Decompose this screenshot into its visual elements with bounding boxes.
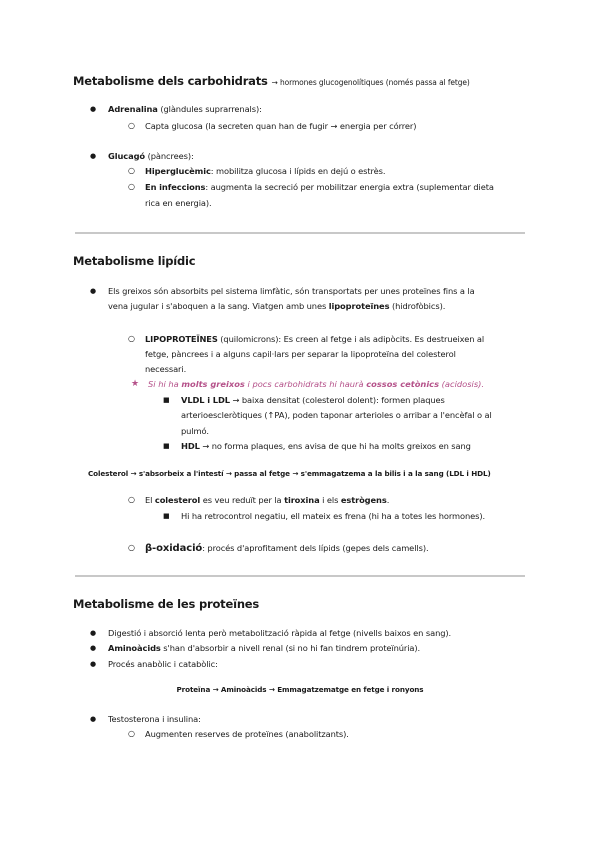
- vldl-line2: arterioescleròtiques (↑PA), poden taponar arterioles o arribar a l'encèfal o al: [181, 410, 492, 420]
- retrocontrol-line: Hi ha retrocontrol negatiu, ell mateix es frena (hi ha a totes les hormones).: [181, 511, 486, 521]
- divider: [75, 575, 525, 577]
- col-text: i els: [319, 495, 341, 505]
- bullet-dot: [90, 711, 96, 727]
- lipidic-para-line1: Els greixos són absorbits pel sistema limfàtic, són transportats per unes proteïnes fins a la: [108, 286, 475, 296]
- para-text: vena jugular i s'aboquen a la sang. Viatgen amb unes: [108, 301, 329, 311]
- bullet-circle: [128, 726, 135, 742]
- note-bold: cossos cetònics: [366, 379, 440, 389]
- proteines-b1: Digestió i absorció lenta però metabolització ràpida al fetge (nivells baixos en sang).: [108, 628, 452, 638]
- para-text: (hidrofòbics).: [389, 301, 446, 311]
- vldl-rest: → baixa densitat (colesterol dolent): formen plaques: [229, 395, 445, 405]
- col-bold: estrògens: [340, 495, 387, 505]
- beta-oxidacio-label: β-oxidació: [145, 543, 203, 554]
- glucago-rest: (pàncrees):: [145, 151, 194, 161]
- bullet-square: [163, 438, 170, 454]
- bullet-dot: [90, 656, 96, 672]
- proteina-flow: Proteïna → Aminoàcids → Emmagatzematge en fetge i ronyons: [176, 685, 424, 694]
- aminoacids-label: Aminoàcids: [108, 643, 161, 653]
- col-text: .: [386, 495, 390, 505]
- col-text: El: [145, 495, 155, 505]
- col-bold: tiroxina: [284, 495, 320, 505]
- infeccions-label: En infeccions: [145, 182, 206, 192]
- bullet-circle: [128, 331, 135, 347]
- proteines-b2: [108, 640, 420, 656]
- beta-oxidacio-rest: : procés d'aprofitament dels lípids (gepes dels camells).: [202, 543, 429, 553]
- note-text: i pocs carbohidrats hi haurà: [244, 379, 367, 389]
- col-bold: colesterol: [154, 495, 201, 505]
- bullet-dot: [90, 283, 96, 299]
- colesterol-item: [145, 492, 389, 508]
- bullet-circle: [128, 492, 135, 508]
- lipo-line2: fetge, pàncrees i a alguns capil·lars per separar la lipoproteïna del colesterol: [145, 349, 456, 359]
- glucago-sub2-cont: rica en energia).: [145, 198, 212, 208]
- proteines-b4-sub: Augmenten reserves de proteïnes (anabolitzants).: [145, 729, 349, 739]
- star-icon: ★: [131, 379, 140, 389]
- bullet-dot: [90, 148, 96, 164]
- note-text: Si hi ha: [148, 379, 182, 389]
- lipidic-para-line2: [108, 298, 445, 314]
- section-proteines-title: Metabolisme de les proteïnes: [73, 597, 260, 611]
- vldl-line1: [181, 392, 445, 408]
- aminoacids-rest: s'han d'absorbir a nivell renal (si no hi fan tindrem proteïnúria).: [160, 643, 421, 653]
- note-bold: molts greixos: [181, 379, 245, 389]
- infeccions-rest: : augmenta la secreció per mobilitzar energia extra (suplementar dieta: [205, 182, 494, 192]
- adrenalina-sub: Capta glucosa (la secreten quan han de fugir → energia per córrer): [145, 121, 417, 131]
- lipo-rest: (quilomicrons): Es creen al fetge i als adipòcits. Es destrueixen al: [217, 334, 485, 344]
- proteines-b4: Testosterona i insulina:: [108, 714, 201, 724]
- beta-oxidacio-line: [145, 540, 429, 557]
- bullet-dot: [90, 625, 96, 641]
- star-note: [148, 377, 484, 391]
- proteines-b3: Procés anabòlic i catabòlic:: [108, 659, 218, 669]
- hiperglucemic-label: Hiperglucèmic: [145, 166, 211, 176]
- glucago-label: Glucagó: [108, 151, 146, 161]
- hdl-rest: → no forma plaques, ens avisa de que hi ha molts greixos en sang: [199, 441, 471, 451]
- bullet-dot: [90, 640, 96, 656]
- bullet-square: [163, 392, 170, 408]
- adrenalina-item: [108, 101, 262, 117]
- lipo-line3: necessari.: [145, 364, 187, 374]
- bullet-circle: [128, 118, 135, 134]
- bullet-circle: [128, 179, 135, 195]
- lipo-line1: [145, 331, 484, 347]
- vldl-line3: pulmó.: [181, 426, 209, 436]
- col-text: es veu reduït per la: [200, 495, 285, 505]
- heading-text: Metabolisme dels carbohidrats: [73, 74, 268, 88]
- glucago-sub1: [145, 163, 385, 179]
- hdl-label: HDL: [181, 441, 200, 451]
- glucago-item: [108, 148, 194, 164]
- note-text: (acidosis).: [439, 379, 485, 389]
- heading-subtitle: → hormones glucogenolítiques (només passa al fetge): [271, 78, 470, 87]
- divider: [75, 232, 525, 234]
- hiperglucemic-rest: : mobilitza glucosa i lípids en dejú o estrès.: [210, 166, 386, 176]
- adrenalina-label: Adrenalina: [108, 104, 158, 114]
- section-lipidic-title: Metabolisme lipídic: [73, 254, 196, 268]
- section-carbohidrats-title: [73, 74, 470, 88]
- glucago-sub2: [145, 179, 494, 195]
- vldl-label: VLDL i LDL: [181, 395, 230, 405]
- bullet-circle: [128, 163, 135, 179]
- hdl-line: [181, 438, 471, 454]
- lipoproteines-label: LIPOPROTEÏNES: [145, 334, 218, 344]
- adrenalina-rest: (glàndules suprarrenals):: [157, 104, 262, 114]
- bullet-dot: [90, 101, 96, 117]
- bullet-square: [163, 508, 170, 524]
- colesterol-flow: Colesterol → s'absorbeix a l'intestí → passa al fetge → s'emmagatzema a la bilis i a la sang (LDL i HDL): [88, 469, 491, 478]
- bullet-circle: [128, 540, 135, 556]
- lipoproteines-term: lipoproteïnes: [328, 301, 390, 311]
